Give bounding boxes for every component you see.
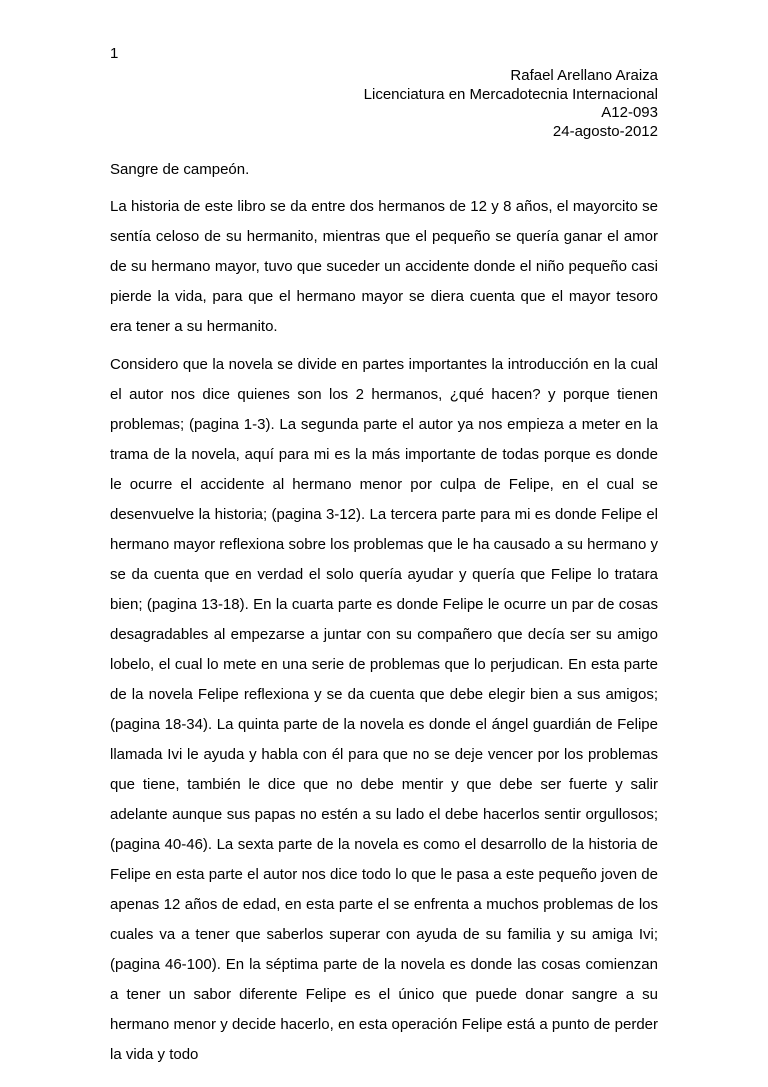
document-body xyxy=(110,192,658,1078)
document-title: Sangre de campeón. xyxy=(110,161,250,178)
program-name: Licenciatura en Mercadotecnia Internacional xyxy=(363,85,658,103)
student-id: A12-093 xyxy=(601,104,658,121)
page-number: 1 xyxy=(110,45,119,62)
paragraph: Considero que la novela se divide en partes importantes la introducción en la cual el autor nos dice quienes son los 2 hermanos, ¿qué hacen? y porque tienen problemas; (pagina 1-3). La segunda parte el autor ya nos empieza a meter en la trama de la novela, aquí para mi es la más importante de todas porque es donde le ocurre el accidente al hermano menor por culpa de Felipe, en el cual se desenvuelve la historia; (pagina 3-12). La tercera parte para mi es donde Felipe el hermano mayor reflexiona sobre los problemas que le ha causado a su hermano y se da cuenta que en verdad el solo quería ayudar y quería que Felipe lo tratara bien; (pagina 13-18). En la cuarta parte es donde Felipe le ocurre un par de cosas desagradables al empezarse a juntar con su compañero que decía ser su amigo lobelo, el cual lo mete en una serie de problemas que lo perjudican. En esta parte de la novela Felipe reflexiona y se da cuenta que debe elegir bien a sus amigos; (pagina 18-34). La quinta parte de la novela es donde el ángel guardián de Felipe llamada Ivi le ayuda y habla con él para que no se deje vencer por los problemas que tiene, también le dice que no debe mentir y que debe ser fuerte y salir adelante aunque sus papas no estén a su lado el debe hacerlos sentir orgullosos; (pagina 40-46). La sexta parte de la novela es como el desarrollo de la historia de Felipe en esta parte el autor nos dice todo lo que le pasa a este pequeño joven de apenas 12 años de edad, en esta parte el se enfrenta a muchos problemas de los cuales va a tener que saberlos superar con ayuda de su familia y su amiga Ivi; (pagina 46-100). En la séptima parte de la novela es donde las cosas comienzan a tener un sabor diferente Felipe es el único que puede donar sangre a su hermano menor y decide hacerlo, en esta operación Felipe está a punto de perder la vida y todo xyxy=(110,356,658,1063)
paragraph: La historia de este libro se da entre dos hermanos de 12 y 8 años, el mayorcito se sentía celoso de su hermanito, mientras que el pequeño se quería ganar el amor de su hermano mayor, tuvo que suceder un accidente donde el niño pequeño casi pierde la vida, para que el hermano mayor se diera cuenta que el mayor tesoro era tener a su hermanito. xyxy=(110,198,658,335)
document-date: 24-agosto-2012 xyxy=(552,122,658,140)
author-name: Rafael Arellano Araiza xyxy=(510,67,658,84)
header-block xyxy=(364,67,658,141)
